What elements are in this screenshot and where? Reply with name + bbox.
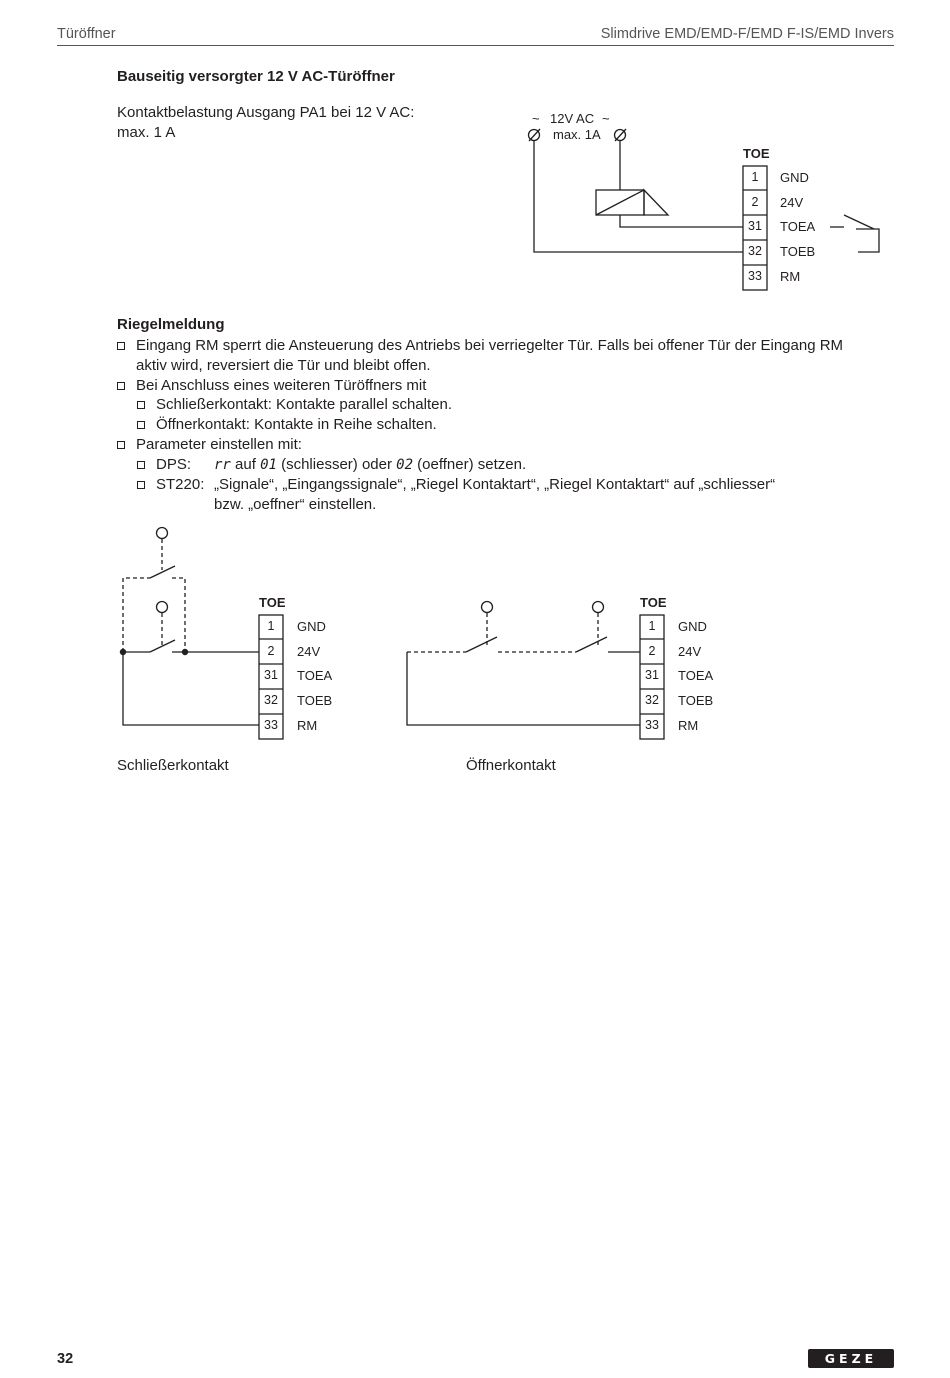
- bullet-connection: Bei Anschluss eines weiteren Türöffners mit: [136, 377, 427, 394]
- dps-segment-value: 01: [260, 457, 277, 473]
- st220-line1: „Signale“, „Eingangssignale“, „Riegel Kontaktart“, „Riegel Kontaktart“ auf „schliesser“: [214, 476, 776, 493]
- terminal-num: 32: [645, 693, 659, 707]
- st220-line2: bzw. „oeffner“ einstellen.: [214, 496, 377, 513]
- terminal-num: 32: [264, 693, 278, 707]
- geze-logo: GEZE: [808, 1349, 894, 1368]
- max-current-label: max. 1A: [553, 127, 601, 142]
- terminal-label: 24V: [297, 644, 321, 659]
- terminal-label: RM: [780, 269, 801, 284]
- terminal-num: 1: [267, 619, 275, 633]
- terminal-num: 32: [748, 244, 762, 258]
- tilde-right: ~: [602, 111, 610, 126]
- terminal-num: 31: [264, 668, 278, 682]
- terminal-label: GND: [678, 619, 707, 634]
- section-title-bolt-signal: Riegelmeldung: [117, 316, 225, 333]
- terminal-title: TOE: [640, 595, 667, 610]
- caption-normally-closed: Öffnerkontakt: [466, 757, 556, 774]
- junction-dot-icon: [182, 649, 188, 655]
- terminal-label: TOEA: [780, 219, 816, 234]
- terminal-label: 24V: [780, 195, 804, 210]
- actuator-knob-icon: [157, 602, 168, 613]
- terminal-num: 2: [267, 644, 275, 658]
- dps-text: auf: [235, 456, 256, 473]
- tilde-left: ~: [532, 111, 540, 126]
- actuator-knob-icon: [593, 602, 604, 613]
- terminal-label: GND: [780, 170, 809, 185]
- dps-text: (schliesser) oder: [281, 456, 392, 473]
- st220-label: ST220:: [156, 476, 205, 493]
- junction-dot-icon: [120, 649, 126, 655]
- terminal-num: 2: [751, 195, 759, 209]
- page-number: 32: [57, 1351, 74, 1367]
- terminal-label: 24V: [678, 644, 702, 659]
- section-title-ac-door-opener: Bauseitig versorgter 12 V AC-Türöffner: [117, 68, 395, 85]
- terminal-label: TOEB: [780, 244, 816, 259]
- terminal-num: 33: [748, 269, 762, 283]
- terminal-label: TOEA: [678, 668, 714, 683]
- terminal-label: RM: [678, 718, 699, 733]
- header-product-title: Slimdrive EMD/EMD-F/EMD F-IS/EMD Invers: [600, 26, 894, 42]
- dps-segment-value: 02: [396, 457, 413, 473]
- bullet-rm-line2: aktiv wird, reversiert die Tür und bleibt offen.: [136, 357, 431, 374]
- terminal-num: 33: [264, 718, 278, 732]
- terminal-num: 1: [648, 619, 656, 633]
- bullet-parameters: Parameter einstellen mit:: [136, 436, 302, 453]
- terminal-num: 31: [748, 219, 762, 233]
- actuator-knob-icon: [157, 528, 168, 539]
- contact-load-max: max. 1 A: [117, 124, 176, 141]
- dps-segment-param: rr: [214, 457, 231, 473]
- terminal-label: GND: [297, 619, 326, 634]
- terminal-title: TOE: [743, 146, 770, 161]
- caption-normally-open: Schließerkontakt: [117, 757, 229, 774]
- supply-voltage-label: 12V AC: [550, 111, 595, 126]
- bullet-normally-open: Schließerkontakt: Kontakte parallel schalten.: [156, 396, 452, 413]
- terminal-num: 2: [648, 644, 656, 658]
- switch-contact-icon: [576, 637, 607, 652]
- bullet-normally-closed: Öffnerkontakt: Kontakte in Reihe schalten.: [156, 416, 437, 433]
- bullet-rm-line1: Eingang RM sperrt die Ansteuerung des Antriebs bei verriegelter Tür. Falls bei offener Tür der Eingang RM: [136, 337, 844, 354]
- terminal-label: TOEB: [678, 693, 714, 708]
- terminal-label: TOEB: [297, 693, 333, 708]
- contact-load-text: Kontaktbelastung Ausgang PA1 bei 12 V AC:: [117, 104, 415, 121]
- terminal-title: TOE: [259, 595, 286, 610]
- header-section-title: Türöffner: [57, 26, 116, 42]
- terminal-label: TOEA: [297, 668, 333, 683]
- terminal-num: 1: [751, 170, 759, 184]
- terminal-num: 33: [645, 718, 659, 732]
- terminal-num: 31: [645, 668, 659, 682]
- dps-text: (oeffner) setzen.: [417, 456, 527, 473]
- terminal-label: RM: [297, 718, 318, 733]
- dps-label: DPS:: [156, 456, 192, 473]
- actuator-knob-icon: [482, 602, 493, 613]
- switch-contact-icon: [466, 637, 497, 652]
